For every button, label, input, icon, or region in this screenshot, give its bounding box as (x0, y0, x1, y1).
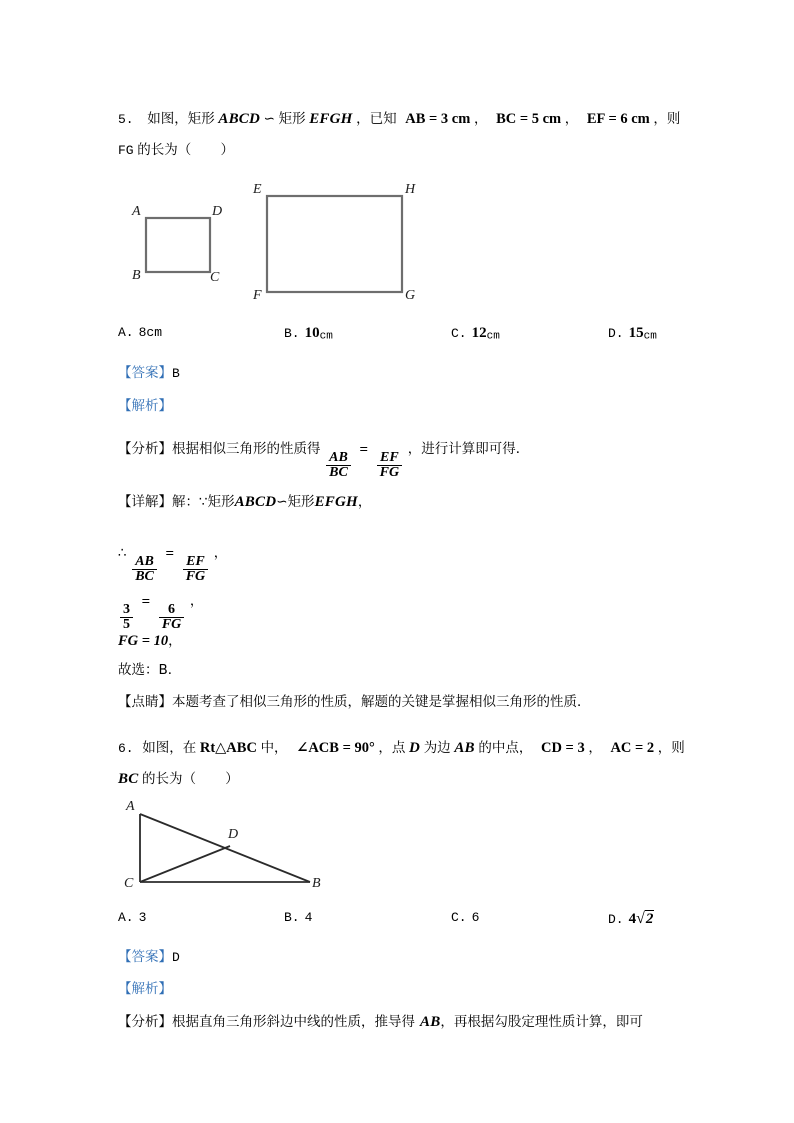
q5-option-a-value: 8 (138, 325, 147, 340)
q5-answer-line (118, 358, 718, 389)
q5-stem-line-1 (118, 104, 718, 135)
q6-option-d-coefficient: 4 (628, 911, 637, 927)
question-5-stem (118, 104, 718, 166)
label-G: G (405, 288, 416, 303)
q5-rect-abcd: ABCD (218, 111, 261, 127)
q5-option-c-unit: cm (486, 330, 500, 343)
q5-fenxi-frac2-num: EF (380, 449, 399, 465)
q6-stem-text-3: 为边 (423, 740, 451, 756)
q6-option-d-radical (629, 910, 655, 928)
q5-step2-frac2-num: 6 (168, 601, 176, 617)
q5-step1-therefore: ∴ (118, 545, 127, 561)
q5-dianjing-text: 本题考查了相似三角形的性质，解题的关键是掌握相似三角形的性质． (172, 694, 591, 710)
q5-xiangjie-label: 【详解】 (118, 494, 172, 510)
label-B: B (132, 268, 141, 283)
q5-given-ab: AB = 3 cm (405, 111, 471, 127)
label-H: H (405, 182, 416, 197)
q6-ask-text: 的长为（ (142, 771, 197, 787)
q6-fenxi-line (118, 1007, 718, 1037)
q6-answer-line (118, 942, 718, 973)
q5-number: 5. (118, 112, 134, 127)
q6-stem-line-1 (118, 733, 718, 764)
q6-fenxi-segment-ab: AB (420, 1014, 441, 1030)
label-C: C (210, 270, 220, 285)
q5-step1-fraction-2 (183, 555, 208, 585)
label-A: A (126, 799, 135, 814)
q5-option-b-unit: cm (319, 330, 333, 343)
q6-comma-2: ， (588, 740, 602, 756)
q5-option-b-key: B. (284, 326, 300, 341)
q6-given-cd: CD = 3 (540, 740, 585, 756)
q6-options-row (118, 910, 718, 940)
similar-symbol: ∽ (263, 111, 275, 127)
q5-fenxi-fraction-1 (326, 451, 351, 481)
q6-fenxi-label: 【分析】 (118, 1014, 172, 1030)
q5-step2-frac1-num: 3 (123, 601, 130, 617)
segment-CD-median (140, 846, 230, 882)
q5-stem-tail: ，则 (653, 111, 681, 127)
q5-rect-efgh: EFGH (309, 111, 353, 127)
small-rectangle-abcd (146, 218, 210, 272)
q5-fenxi-frac1-den: BC (326, 465, 351, 481)
q5-option-b[interactable] (284, 325, 333, 342)
q5-xiangjie-line (118, 487, 718, 517)
q6-number: 6. (118, 741, 134, 756)
q5-ask-paren-close: ） (220, 142, 234, 158)
q5-comma-1: ， (473, 111, 488, 127)
q6-stem-text-2: 中， (260, 740, 288, 756)
q5-conclusion-line (118, 655, 718, 685)
q5-figure-two-rectangles (118, 172, 458, 312)
q6-option-a-key: A. (118, 910, 134, 925)
label-A: A (132, 204, 141, 219)
q5-fenxi-equals: = (359, 441, 368, 458)
q6-option-c[interactable] (451, 910, 479, 926)
q6-analysis-label: 【解析】 (118, 981, 172, 997)
q5-step1-frac2-den: FG (183, 569, 208, 585)
q5-fenxi-fraction-2 (377, 451, 402, 481)
q6-option-b-key: B. (284, 910, 300, 925)
q5-step2-equals: = (141, 593, 151, 610)
q5-xiangjie-similar-symbol: ∽ (276, 494, 288, 510)
q5-step3-comma: ， (168, 633, 182, 649)
q6-stem-line-2 (118, 764, 718, 794)
q5-step1-frac1-num: AB (135, 553, 154, 569)
q5-given-bc: BC = 5 cm (496, 111, 562, 127)
label-E: E (253, 182, 262, 197)
q5-fenxi-frac2-den: FG (377, 465, 402, 481)
q5-stem-text-3: ，已知 (356, 111, 397, 127)
q5-fenxi-line (118, 432, 718, 481)
q5-option-d[interactable] (608, 325, 657, 342)
label-B: B (312, 876, 321, 891)
q6-point-d: D (409, 740, 421, 756)
q5-step1-frac2-num: EF (186, 553, 205, 569)
large-rectangle-efgh (267, 196, 402, 292)
q5-given-ef: EF = 6 cm (586, 111, 650, 127)
q5-option-a-unit: cm (146, 325, 163, 340)
q5-xiangjie-rect2: EFGH (314, 494, 358, 510)
q5-ask-text: 的长为（ (137, 142, 192, 158)
q5-option-c-key: C. (451, 326, 467, 341)
q5-option-d-value: 15 (628, 325, 644, 341)
q5-option-d-key: D. (608, 326, 624, 341)
label-F: F (253, 288, 262, 303)
q6-stem-tail: ，则 (657, 740, 685, 756)
q5-option-c-value: 12 (471, 325, 487, 341)
q5-answer-label: 【答案】 (118, 365, 172, 381)
q6-option-c-value: 6 (471, 910, 480, 925)
q6-ask-paren-close: ） (225, 771, 239, 787)
q5-step2-comma: ， (189, 593, 204, 609)
q6-option-b[interactable] (284, 910, 312, 926)
q6-answer-value: D (172, 950, 180, 965)
q6-ask-bc: BC (118, 771, 139, 787)
q6-fenxi-text-before: 根据直角三角形斜边中线的性质，推导得 (172, 1014, 415, 1030)
q5-option-d-unit: cm (643, 330, 657, 343)
q5-fenxi-text-after: ，进行计算即可得． (407, 441, 530, 457)
q5-step1-comma: ， (213, 545, 228, 561)
q5-analysis-label-line (118, 391, 718, 421)
q6-given-ac: AC = 2 (610, 740, 655, 756)
q6-rt-triangle-abc: Rt△ABC (199, 740, 257, 756)
q5-comma-2: ， (564, 111, 579, 127)
q5-xiangjie-text: 解：∵矩形 (172, 494, 235, 510)
q6-option-a-value: 3 (138, 910, 147, 925)
q5-step-1 (118, 535, 718, 585)
q5-conclusion: 故选：B． (118, 662, 182, 678)
q5-fenxi-frac1-num: AB (329, 449, 348, 465)
q5-step1-equals: = (165, 545, 175, 562)
q5-fenxi-label: 【分析】 (118, 441, 172, 457)
q6-figure-right-triangle (118, 798, 348, 903)
q5-step1-frac1-den: BC (132, 569, 157, 585)
q5-step1-fraction-1 (132, 555, 157, 585)
q6-segment-ab: AB (454, 740, 475, 756)
q5-option-b-value: 10 (304, 325, 320, 341)
q5-stem-text-2: 矩形 (278, 111, 306, 127)
q6-comma-1: ，点 (378, 740, 406, 756)
q6-option-d-radicand: 2 (645, 911, 654, 927)
q5-dianjing-line (118, 687, 718, 717)
q6-answer-label: 【答案】 (118, 949, 172, 965)
q6-option-d-key: D. (608, 912, 624, 927)
q5-step3-result: FG = 10 (118, 633, 169, 649)
q5-stem-text-1: 如图，矩形 (147, 111, 215, 127)
q5-step2-frac1-den: 5 (120, 617, 133, 633)
q6-option-d[interactable] (608, 910, 654, 928)
q6-fenxi-text-after: ，再根据勾股定理性质计算，即可 (440, 1014, 643, 1030)
q5-option-a-key: A. (118, 325, 134, 340)
q5-dianjing-label: 【点睛】 (118, 694, 172, 710)
q6-stem-text-1: 如图，在 (142, 740, 197, 756)
label-C: C (124, 876, 134, 891)
q5-ask-fg: FG (118, 143, 134, 158)
q6-option-a[interactable] (118, 910, 146, 926)
q5-xiangjie-rect1: ABCD (234, 494, 277, 510)
q6-option-c-key: C. (451, 910, 467, 925)
q5-answer-value: B (172, 366, 180, 381)
q5-xiangjie-comma: ， (357, 494, 372, 510)
label-D: D (212, 204, 223, 219)
q6-angle-acb: ∠ACB = 90° (296, 740, 375, 756)
q5-options-row (118, 325, 718, 355)
q5-xiangjie-text-2: 矩形 (287, 494, 315, 510)
q5-option-c[interactable] (451, 325, 500, 342)
q6-stem-text-4: 的中点， (478, 740, 533, 756)
q5-stem-line-2 (118, 135, 718, 166)
q6-analysis-label-line (118, 974, 718, 1004)
q5-fenxi-text-before: 根据相似三角形的性质得 (172, 441, 321, 457)
q5-analysis-label: 【解析】 (118, 398, 172, 414)
label-D: D (228, 827, 239, 842)
question-6-stem (118, 733, 718, 794)
q5-option-a[interactable] (118, 325, 162, 341)
q5-step2-frac2-den: FG (159, 617, 184, 633)
q5-step-3 (118, 626, 718, 656)
sqrt-icon: √ (636, 910, 645, 927)
q6-option-b-value: 4 (304, 910, 313, 925)
